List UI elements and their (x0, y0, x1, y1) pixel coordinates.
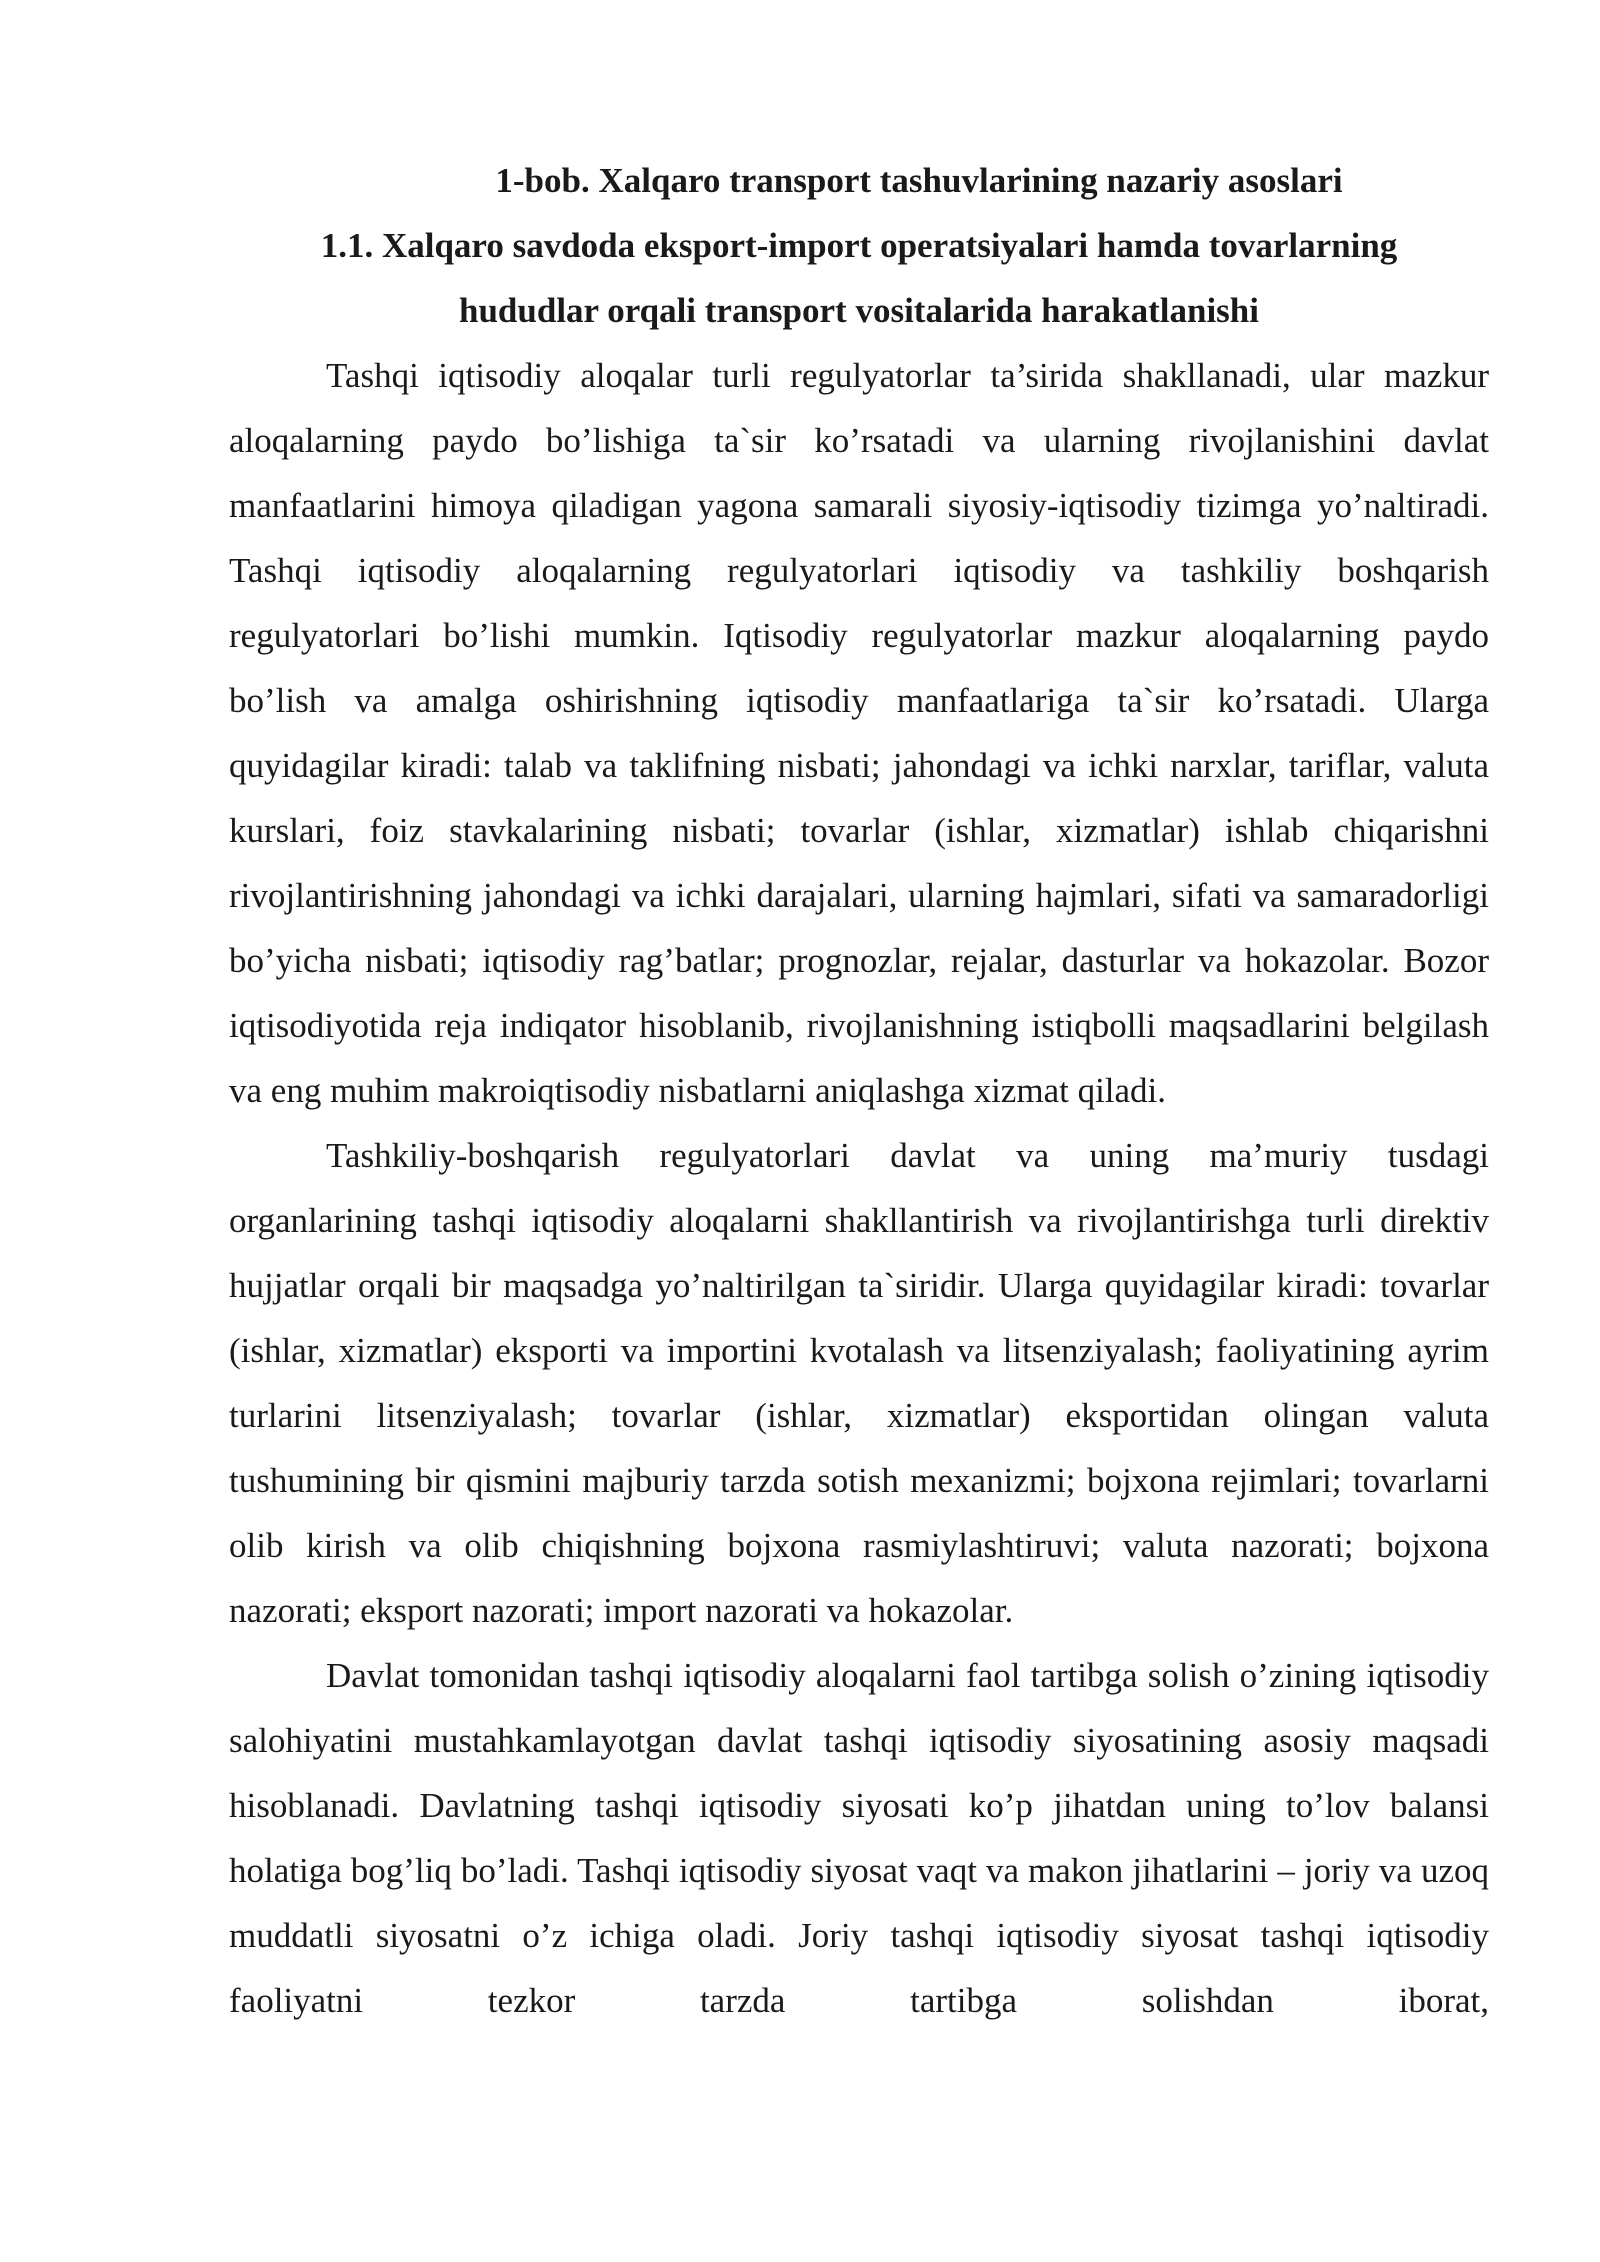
section-title-line-2: hududlar orqali transport vositalarida harakatlanishi (459, 291, 1259, 330)
paragraph-3: Davlat tomonidan tashqi iqtisodiy aloqalarni faol tartibga solish o’zining iqtisodiy salohiyatini mustahkamlayotgan davlat tashqi iqtisodiy siyosatining asosiy maqsadi hisoblanadi. Davlatning tashqi iqtisodiy siyosati ko’p jihatdan uning to’lov balansi holatiga bog’liq bo’ladi. Tashqi iqtisodiy siyosat vaqt va makon jihatlarini – joriy va uzoq muddatli siyosatni o’z ichiga oladi. Joriy tashqi iqtisodiy siyosat tashqi iqtisodiy faoliyatni tezkor tarzda tartibga solishdan iborat, (229, 1656, 1489, 2020)
section-title (229, 213, 1489, 343)
document-page (229, 148, 1489, 2033)
paragraph-1: Tashqi iqtisodiy aloqalar turli regulyatorlar ta’sirida shakllanadi, ular mazkur aloqalarning paydo bo’lishiga ta`sir ko’rsatadi va ularning rivojlanishini davlat manfaatlarini himoya qiladigan yagona samarali siyosiy-iqtisodiy tizimga yo’naltiradi. Tashqi iqtisodiy aloqalarning regulyatorlari iqtisodiy va tashkiliy boshqarish regulyatorlari bo’lishi mumkin. Iqtisodiy regulyatorlar mazkur aloqalarning paydo bo’lish va amalga oshirishning iqtisodiy manfaatlariga ta`sir ko’rsatadi. Ularga quyidagilar kiradi: talab va taklifning nisbati; jahondagi va ichki narxlar, tariflar, valuta kurslari, foiz stavkalarining nisbati; tovarlar (ishlar, xizmatlar) ishlab chiqarishni rivojlantirishning jahondagi va ichki darajalari, ularning hajmlari, sifati va samaradorligi bo’yicha nisbati; iqtisodiy rag’batlar; prognozlar, rejalar, dasturlar va hokazolar. Bozor iqtisodiyotida reja indiqator hisoblanib, rivojlanishning istiqbolli maqsadlarini belgilash va eng muhim makroiqtisodiy nisbatlarni aniqlashga xizmat qiladi. (229, 356, 1489, 1110)
paragraph-2: Tashkiliy-boshqarish regulyatorlari davlat va uning ma’muriy tusdagi organlarining tashqi iqtisodiy aloqalarni shakllantirish va rivojlantirishga turli direktiv hujjatlar orqali bir maqsadga yo’naltirilgan ta`siridir. Ularga quyidagilar kiradi: tovarlar (ishlar, xizmatlar) eksporti va importini kvotalash va litsenziyalash; faoliyatining ayrim turlarini litsenziyalash; tovarlar (ishlar, xizmatlar) eksportidan olingan valuta tushumining bir qismini majburiy tarzda sotish mexanizmi; bojxona rejimlari; tovarlarni olib kirish va olib chiqishning bojxona rasmiylashtiruvi; valuta nazorati; bojxona nazorati; eksport nazorati; import nazorati va hokazolar. (229, 1136, 1489, 1630)
section-title-line-1: 1.1. Xalqaro savdoda eksport-import operatsiyalari hamda tovarlarning (320, 226, 1398, 265)
chapter-title: 1-bob. Xalqaro transport tashuvlarining nazariy asoslari (495, 161, 1343, 200)
